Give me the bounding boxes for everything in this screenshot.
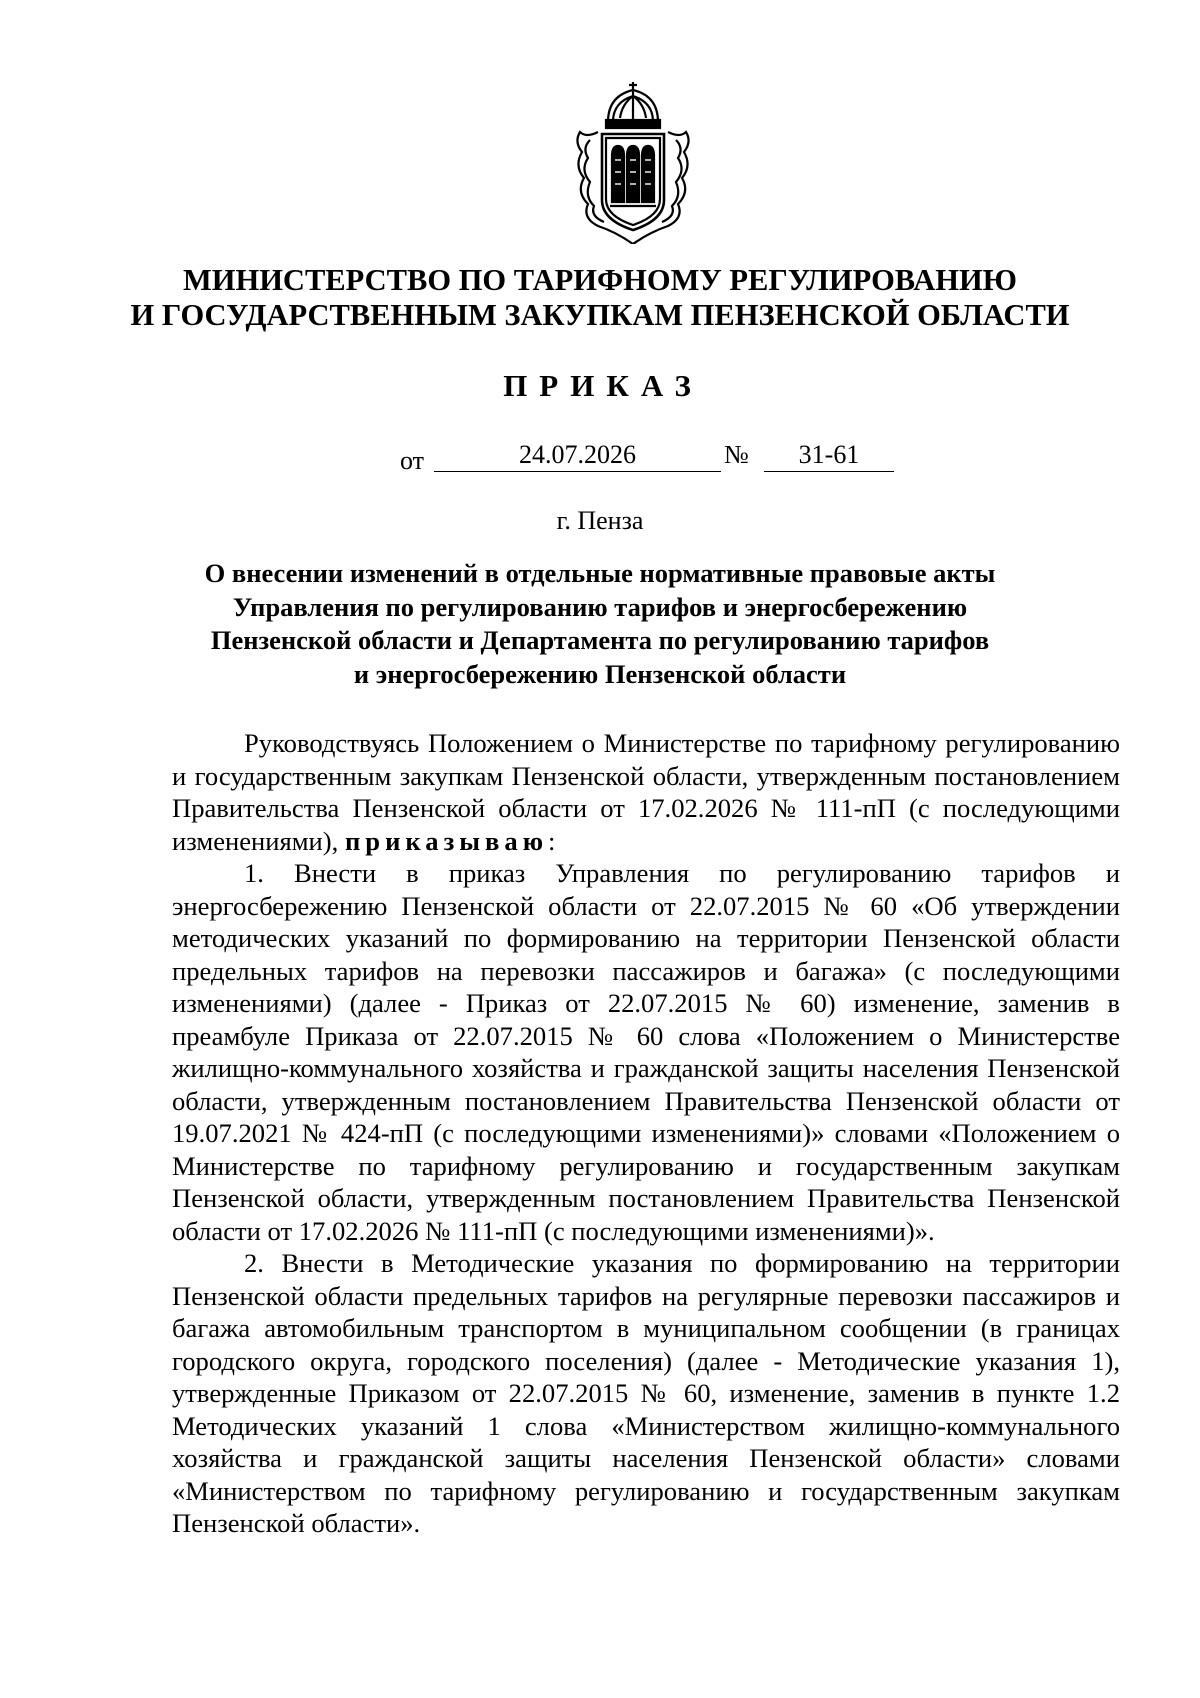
document-type-title: ПРИКАЗ: [503, 368, 703, 403]
preamble-end: :: [548, 825, 556, 856]
document-number: 31-61: [764, 438, 894, 472]
date-number-line: [0, 438, 1200, 478]
document-body: [172, 727, 1120, 1540]
subject-line1: О внесении изменений в отдельные нормативные правовые акты: [204, 558, 996, 588]
subject-line3: Пензенской области и Департамента по регулированию тарифов: [210, 625, 990, 655]
ministry-name-line2: И ГОСУДАРСТВЕННЫМ ЗАКУПКАМ ПЕНЗЕНСКОЙ ОБЛАСТИ: [130, 298, 1070, 332]
item-1-paragraph: 1. Внести в приказ Управления по регулированию тарифов и энергосбережению Пензенской области от 22.07.2015 № 60 «Об утверждении методических указаний по формированию на территории Пензенской области предельных тарифов на перевозки пассажиров и багажа» (с последующими изменениями) (далее - Приказ от 22.07.2015 № 60) изменение, заменив в преамбуле Приказа от 22.07.2015 № 60 слова «Положением о Министерстве жилищно-коммунального хозяйства и гражданской защиты населения Пензенской области, утвержденным постановлением Правительства Пензенской области от 19.07.2021 № 424-пП (с последующими изменениями)» словами «Положением о Министерстве по тарифному регулированию и государственным закупкам Пензенской области, утвержденным постановлением Правительства Пензенской области от 17.02.2026 № 111-пП (с последующими изменениями)».: [172, 858, 1120, 1246]
coat-of-arms-icon: [568, 82, 698, 244]
document-date: 24.07.2026: [434, 438, 721, 472]
item-2-paragraph: 2. Внести в Методические указания по формированию на территории Пензенской области предельных тарифов на регулярные перевозки пассажиров и багажа автомобильным транспортом в муниципальном сообщении (в границах городского округа, городского поселения) (далее - Методические указания 1), утвержденные Приказом от 22.07.2015 № 60, изменение, заменив в пункте 1.2 Методических указаний 1 слова «Министерством жилищно-коммунального хозяйства и гражданской защиты населения Пензенской области» словами «Министерством по тарифному регулированию и государственным закупкам Пензенской области».: [172, 1248, 1120, 1538]
date-prefix: от: [400, 446, 425, 475]
city: г. Пенза: [556, 506, 644, 535]
ministry-name-line1: МИНИСТЕРСТВО ПО ТАРИФНОМУ РЕГУЛИРОВАНИЮ: [182, 263, 1018, 297]
subject-line4: и энергосбережению Пензенской области: [353, 658, 847, 689]
preamble-text: Руководствуясь Положением о Министерстве по тарифному регулированию и государственным закупкам Пензенской области, утвержденным постановлением Правительства Пензенской области от 17.02.2026 № 111-пП (с последующими изменениями),: [172, 728, 1120, 856]
ministry-name: [0, 263, 1200, 333]
subject-line2: Управления по регулированию тарифов и энергосбережению: [232, 591, 968, 622]
order-word: приказываю: [344, 825, 549, 856]
preamble-paragraph: [172, 727, 1120, 857]
number-prefix: №: [724, 440, 749, 469]
document-subject: [0, 557, 1200, 691]
